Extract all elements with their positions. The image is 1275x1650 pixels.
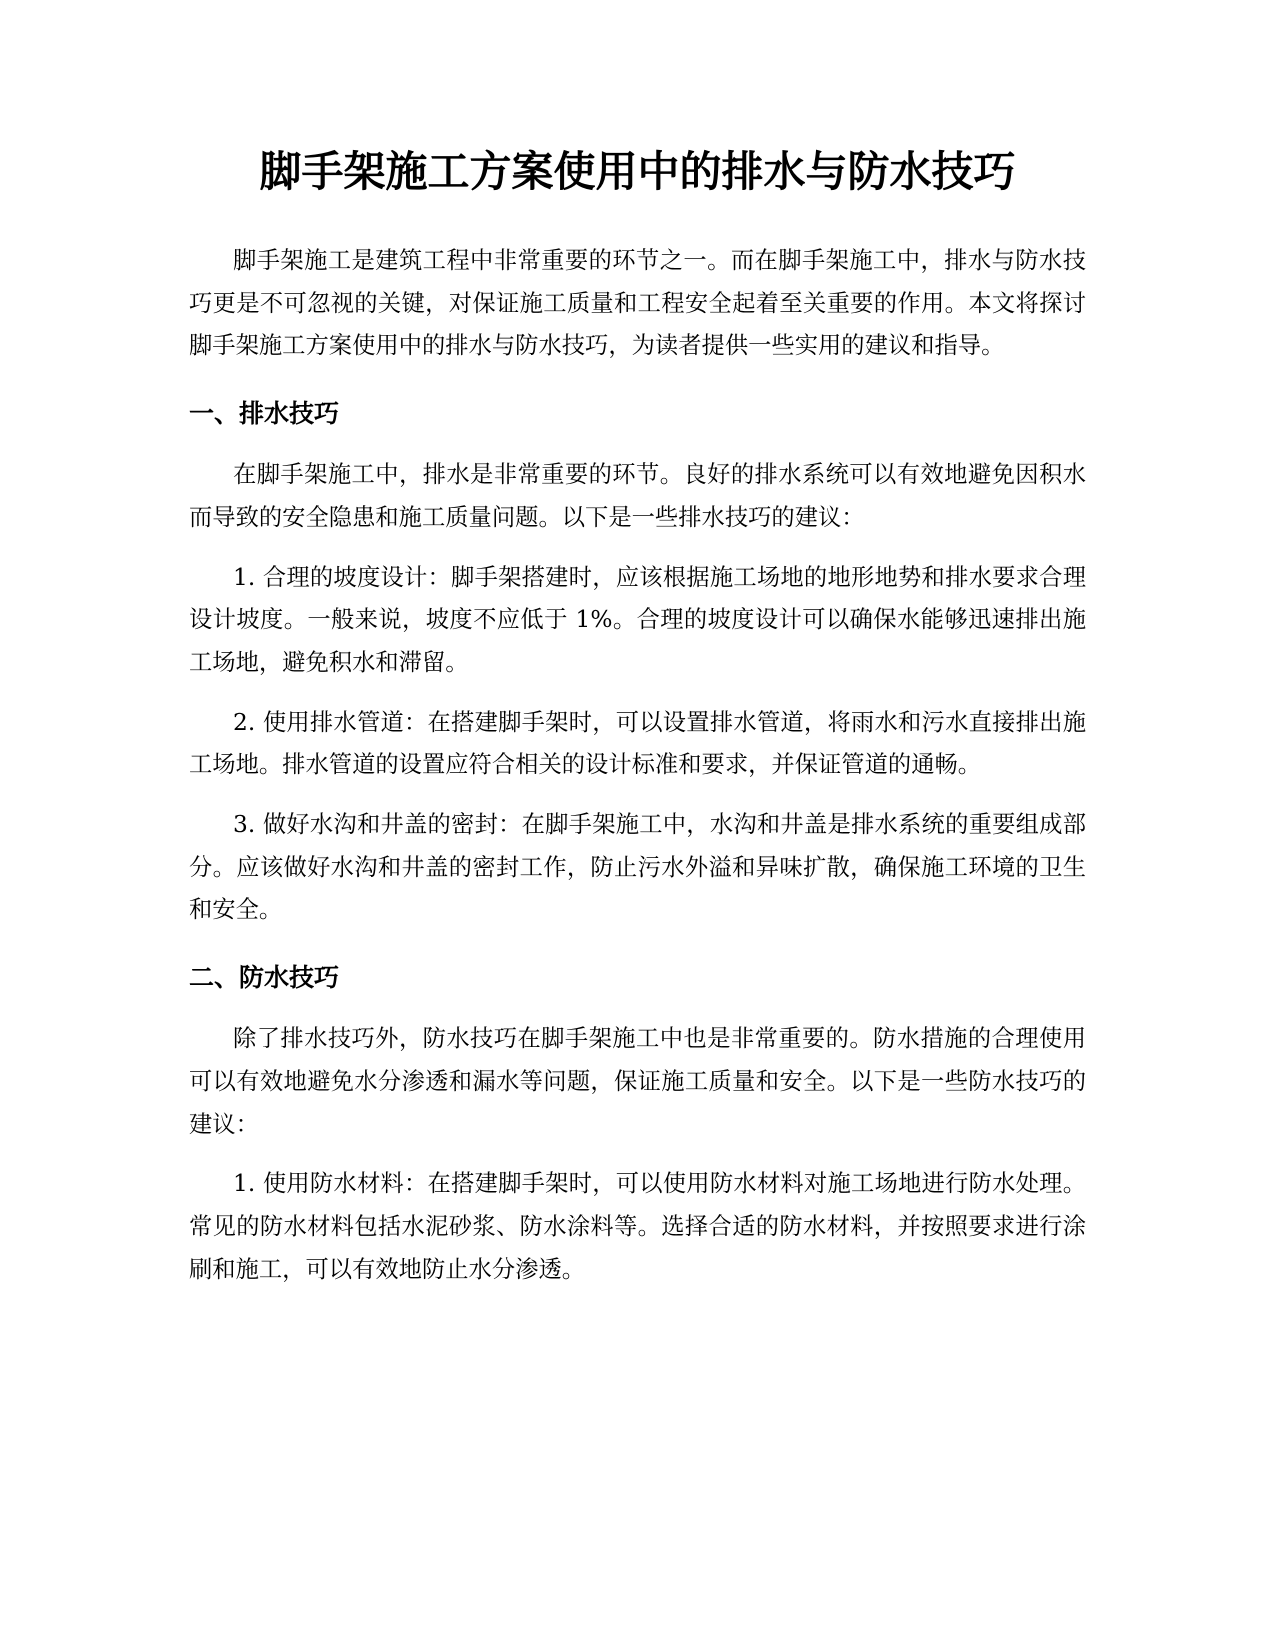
list-item: 3. 做好水沟和井盖的密封：在脚手架施工中，水沟和井盖是排水系统的重要组成部分。应该做好水沟和井盖的密封工作，防止污水外溢和异味扩散，确保施工环境的卫生和安全。	[189, 811, 1086, 924]
document-page	[189, 140, 1086, 1308]
section-intro-waterproofing: 除了排水技巧外，防水技巧在脚手架施工中也是非常重要的。防水措施的合理使用可以有效地避免水分渗透和漏水等问题，保证施工质量和安全。以下是一些防水技巧的建议：	[189, 1025, 1086, 1138]
list-item: 2. 使用排水管道：在搭建脚手架时，可以设置排水管道，将雨水和污水直接排出施工场地。排水管道的设置应符合相关的设计标准和要求，并保证管道的通畅。	[189, 708, 1086, 779]
document-title: 脚手架施工方案使用中的排水与防水技巧	[259, 147, 1016, 196]
intro-paragraph: 脚手架施工是建筑工程中非常重要的环节之一。而在脚手架施工中，排水与防水技巧更是不可忽视的关键，对保证施工质量和工程安全起着至关重要的作用。本文将探讨脚手架施工方案使用中的排水与防水技巧，为读者提供一些实用的建议和指导。	[189, 247, 1086, 360]
section-heading-waterproofing: 二、防水技巧	[189, 963, 340, 993]
list-item: 1. 使用防水材料：在搭建脚手架时，可以使用防水材料对施工场地进行防水处理。常见的防水材料包括水泥砂浆、防水涂料等。选择合适的防水材料，并按照要求进行涂刷和施工，可以有效地防止水分渗透。	[189, 1170, 1086, 1283]
section-heading-drainage: 一、排水技巧	[189, 399, 340, 429]
section-intro-drainage: 在脚手架施工中，排水是非常重要的环节。良好的排水系统可以有效地避免因积水而导致的安全隐患和施工质量问题。以下是一些排水技巧的建议：	[189, 461, 1086, 531]
list-item: 1. 合理的坡度设计：脚手架搭建时，应该根据施工场地的地形地势和排水要求合理设计坡度。一般来说，坡度不应低于 1%。合理的坡度设计可以确保水能够迅速排出施工场地，避免积水和滞留。	[189, 563, 1086, 676]
